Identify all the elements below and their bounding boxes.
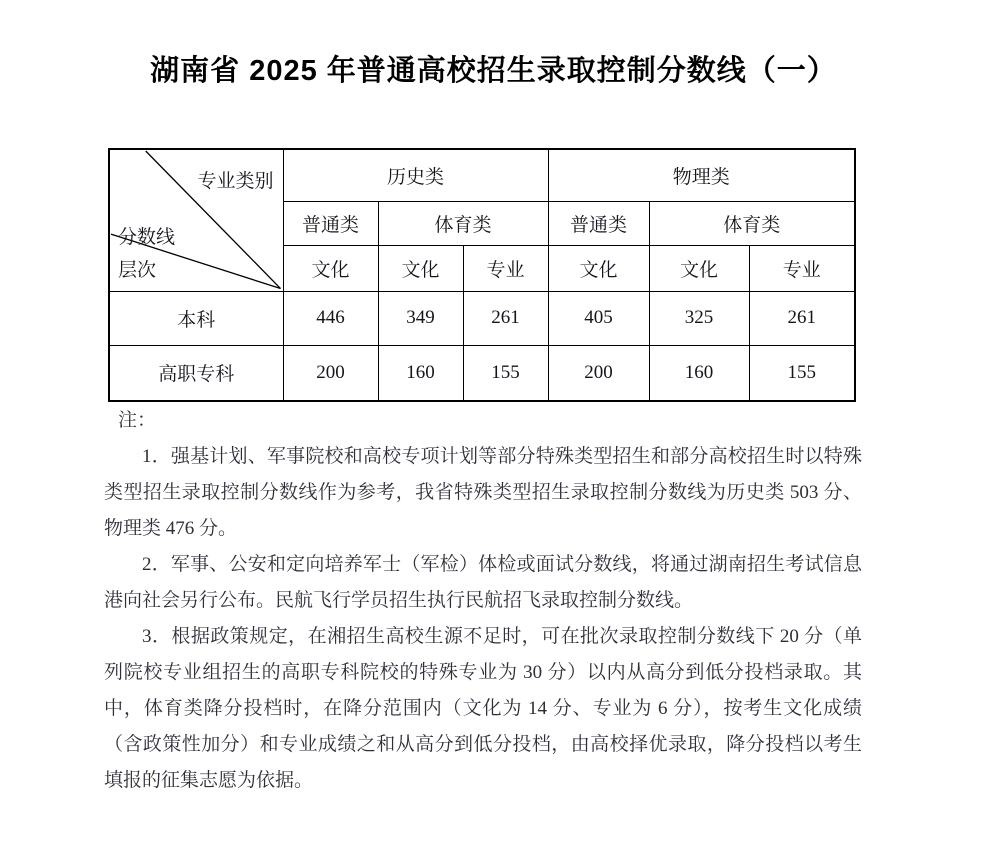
row-label-undergraduate: 本科 <box>109 291 283 345</box>
leaf-header-hist-sports-major: 专业 <box>463 245 548 291</box>
score-cell: 446 <box>283 291 378 345</box>
table-row-undergraduate <box>109 291 855 345</box>
subheader-physics-sports: 体育类 <box>649 201 855 245</box>
note-item-3: 3．根据政策规定，在湘招生高校生源不足时，可在批次录取控制分数线下 20 分（单列院校专业组招生的高职专科院校的特殊专业为 30 分）以内从高分到低分投档录取。其中，体育类降分投档时，在降分范围内（文化为 14 分、专业为 6 分），按考生文化成绩（含政策性加分）和专业成绩之和从高分到低分投档，由高校择优录取，降分投档以考生填报的征集志愿为依据。 <box>104 626 862 791</box>
note-item-2: 2．军事、公安和定向培养军士（军检）体检或面试分数线，将通过湖南招生考试信息港向社会另行公布。民航飞行学员招生执行民航招飞录取控制分数线。 <box>104 554 862 611</box>
leaf-header-phys-sports-major: 专业 <box>749 245 855 291</box>
score-cell: 160 <box>378 345 463 401</box>
leaf-header-hist-regular-culture: 文化 <box>283 245 378 291</box>
score-cell: 160 <box>649 345 749 401</box>
score-cell: 261 <box>749 291 855 345</box>
score-cell: 349 <box>378 291 463 345</box>
score-cell: 155 <box>749 345 855 401</box>
notes-label: 注： <box>118 410 157 431</box>
notes-section <box>104 403 862 799</box>
score-cell: 261 <box>463 291 548 345</box>
leaf-header-hist-sports-culture: 文化 <box>378 245 463 291</box>
score-cell: 405 <box>548 291 649 345</box>
leaf-header-phys-regular-culture: 文化 <box>548 245 649 291</box>
scores-table <box>108 148 856 402</box>
table-row-vocational <box>109 345 855 401</box>
leaf-header-phys-sports-culture: 文化 <box>649 245 749 291</box>
corner-cell <box>109 149 283 291</box>
subheader-physics-regular: 普通类 <box>548 201 649 245</box>
corner-label-major-category: 专业类别 <box>197 171 274 192</box>
corner-label-score-line: 分数线 <box>118 227 176 248</box>
subheader-history-regular: 普通类 <box>283 201 378 245</box>
header-row-groups <box>109 149 855 201</box>
group-header-physics: 物理类 <box>548 149 855 201</box>
subheader-history-sports: 体育类 <box>378 201 548 245</box>
group-header-history: 历史类 <box>283 149 548 201</box>
score-cell: 325 <box>649 291 749 345</box>
score-cell: 155 <box>463 345 548 401</box>
document-title: 湖南省 2025 年普通高校招生录取控制分数线（一） <box>150 55 837 87</box>
row-label-vocational: 高职专科 <box>109 345 283 401</box>
score-cell: 200 <box>283 345 378 401</box>
corner-label-level: 层次 <box>118 260 157 281</box>
note-item-1: 1．强基计划、军事院校和高校专项计划等部分特殊类型招生和部分高校招生时以特殊类型招生录取控制分数线作为参考，我省特殊类型招生录取控制分数线为历史类 503 分、物理类 476 分。 <box>104 446 862 539</box>
score-cell: 200 <box>548 345 649 401</box>
